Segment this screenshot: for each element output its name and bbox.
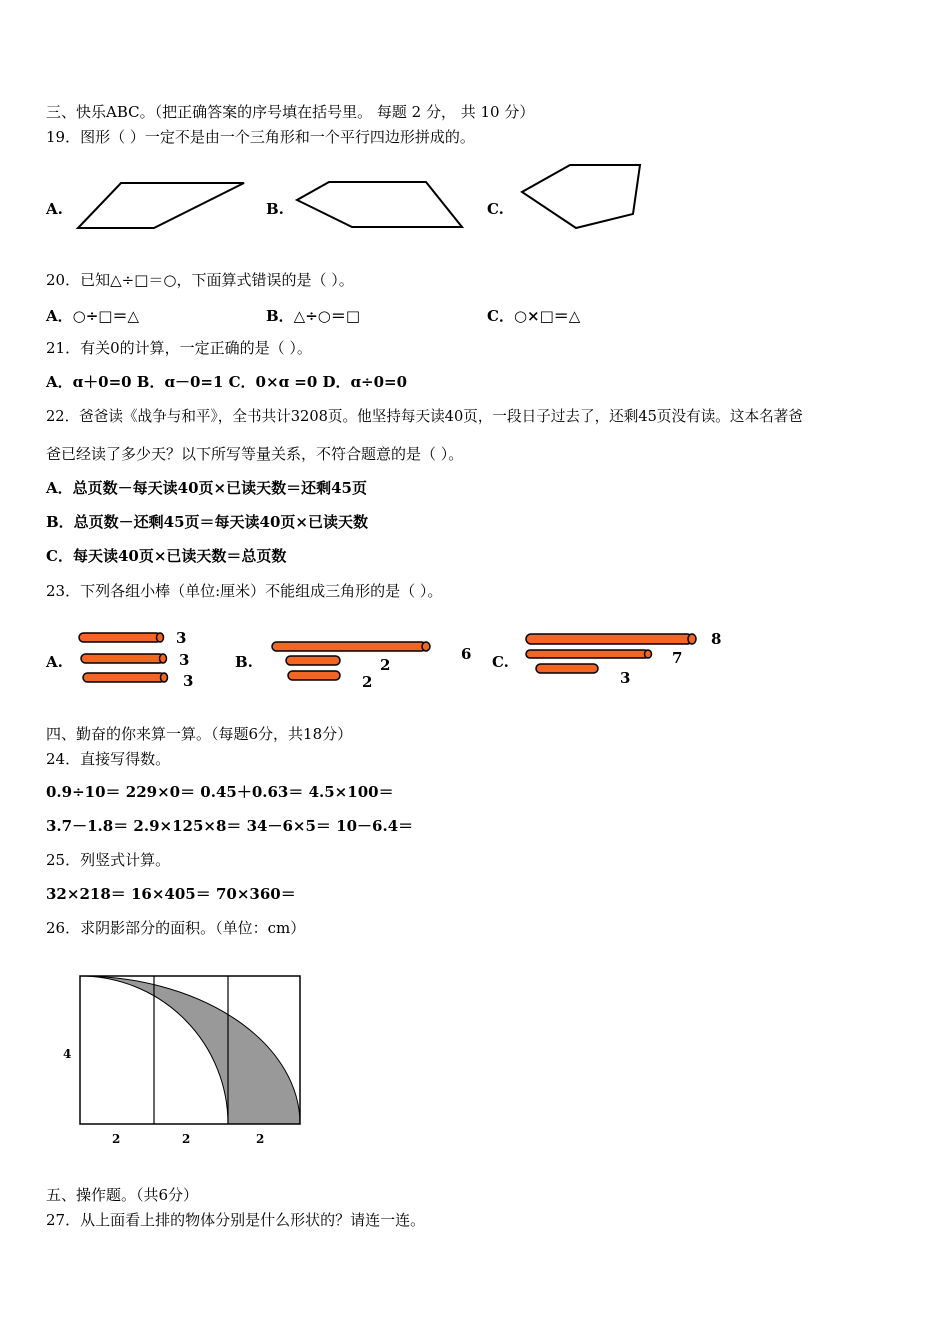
q23-a-len-2: 3 <box>179 651 190 669</box>
q26-bottom-label-2: 2 <box>182 1132 191 1146</box>
q23-stem: 23．下列各组小棒（单位:厘米）不能组成三角形的是（ ）。 <box>46 582 443 600</box>
q23-c-len-3: 3 <box>620 669 631 687</box>
q23-group-a-sticks <box>76 628 206 692</box>
q19-option-b-label: B. <box>266 200 284 218</box>
q22-stem-line1: 22．爸爸读《战争与和平》，全书共计3208页。他坚持每天读40页，一段日子过去了，还剩45页没有读。这本名著爸 <box>46 408 803 425</box>
q25-row: 32×218＝ 16×405＝ 70×360＝ <box>46 885 296 903</box>
q26-bottom-label-1: 2 <box>112 1132 121 1146</box>
q22-option-b: B．总页数－还剩45页＝每天读40页×已读天数 <box>46 513 368 531</box>
q19-option-a-label: A. <box>46 200 63 218</box>
q23-option-b-label: B. <box>235 653 253 671</box>
q24-row-1: 0.9÷10＝ 229×0＝ 0.45＋0.63＝ 4.5×100＝ <box>46 783 394 801</box>
q23-group-b-sticks <box>268 635 478 690</box>
q23-a-len-1: 3 <box>176 629 187 647</box>
q23-b-len-2: 2 <box>380 656 391 674</box>
q20-stem: 20．已知△÷□＝○，下面算式错误的是（ ）。 <box>46 271 354 289</box>
q23-c-len-2: 7 <box>672 649 683 667</box>
q19-stem: 19．图形（ ）一定不是由一个三角形和一个平行四边形拼成的。 <box>46 128 475 146</box>
q23-group-c-sticks <box>522 628 732 688</box>
q25-stem: 25．列竖式计算。 <box>46 851 171 869</box>
q20-option-b: B．△÷○＝□ <box>266 307 361 325</box>
section-4-heading: 四、勤奋的你来算一算。（每题6分，共18分） <box>46 725 353 743</box>
q23-option-a-label: A. <box>46 653 63 671</box>
q20-option-c: C．○×□＝△ <box>487 307 581 325</box>
q20-option-a: A．○÷□＝△ <box>46 307 140 325</box>
q23-c-len-1: 8 <box>711 630 722 648</box>
q23-a-len-3: 3 <box>183 672 194 690</box>
section-3-heading: 三、快乐ABC。（把正确答案的序号填在括号里。 每题 2 分， 共 10 分） <box>46 103 535 121</box>
q22-option-c: C．每天读40页×已读天数＝总页数 <box>46 547 287 565</box>
q26-shaded-region <box>80 976 300 1124</box>
q26-bottom-label-3: 2 <box>256 1132 265 1146</box>
section-5-heading: 五、操作题。（共6分） <box>46 1186 199 1204</box>
q19-shape-c-pentagon <box>518 162 648 232</box>
q26-stem: 26．求阴影部分的面积。（单位：cm） <box>46 919 306 937</box>
q23-option-c-label: C. <box>492 653 509 671</box>
q26-side-label: 4 <box>63 1047 72 1061</box>
q22-option-a: A．总页数－每天读40页×已读天数＝还剩45页 <box>46 479 367 497</box>
q24-row-2: 3.7－1.8＝ 2.9×125×8＝ 34－6×5＝ 10－6.4＝ <box>46 817 414 835</box>
q21-stem: 21．有关0的计算，一定正确的是（ ）。 <box>46 339 312 357</box>
q19-option-c-label: C. <box>487 200 504 218</box>
q24-stem: 24．直接写得数。 <box>46 750 171 768</box>
q21-options: A．ɑ＋0=0 B．ɑ－0=1 C．0×ɑ =0 D．ɑ÷0=0 <box>46 373 408 391</box>
q26-shaded-area-figure <box>58 970 308 1150</box>
q27-stem: 27．从上面看上排的物体分别是什么形状的？请连一连。 <box>46 1211 426 1229</box>
q23-b-len-3: 2 <box>362 673 373 691</box>
q22-stem-line2: 爸已经读了多少天？以下所写等量关系，不符合题意的是（ ）。 <box>46 445 464 463</box>
q23-b-len-1: 6 <box>461 645 472 663</box>
q19-shape-b-hexagon <box>294 180 469 232</box>
q19-shape-a-parallelogram <box>74 180 249 232</box>
